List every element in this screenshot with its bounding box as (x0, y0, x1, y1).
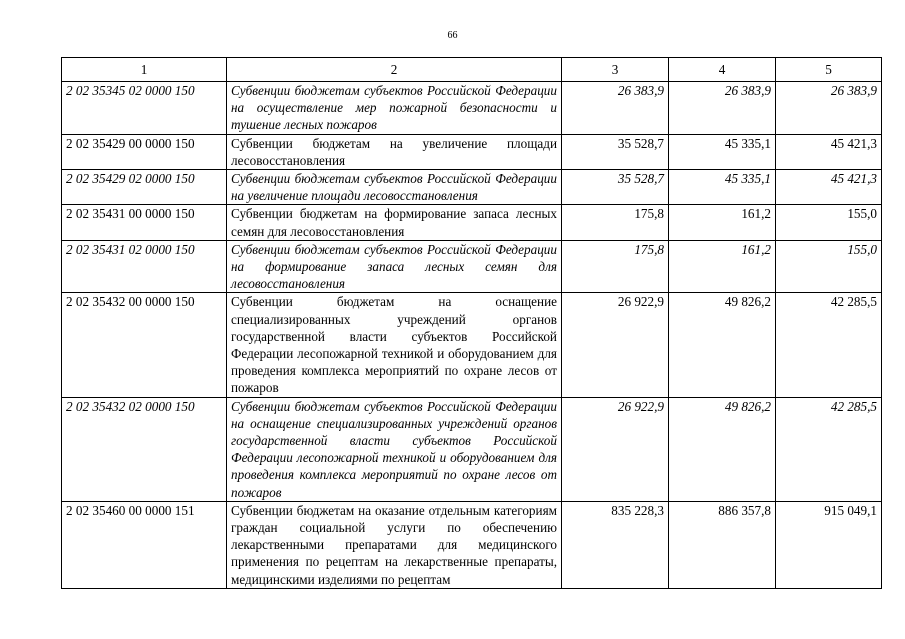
budget-code-cell: 2 02 35432 02 0000 150 (62, 397, 227, 501)
budget-code-cell: 2 02 35431 02 0000 150 (62, 240, 227, 293)
description-cell: Субвенции бюджетам на увеличение площади лесовосстановления (227, 134, 562, 169)
table-row (62, 82, 882, 135)
description-cell: Субвенции бюджетам на оснащение специализированных учреждений органов государственной власти субъектов Российской Федерации лесопожарной техникой и оборудованием для проведения комплекса мероприятий по охране лесов от пожаров (227, 293, 562, 397)
value-year-2-cell: 45 335,1 (669, 170, 776, 205)
header-cell-3: 3 (562, 58, 669, 82)
header-row (62, 58, 882, 82)
value-year-3-cell: 155,0 (776, 205, 882, 240)
budget-code-cell: 2 02 35432 00 0000 150 (62, 293, 227, 397)
value-year-3-cell: 155,0 (776, 240, 882, 293)
budget-code-cell: 2 02 35429 02 0000 150 (62, 170, 227, 205)
value-year-2-cell: 161,2 (669, 240, 776, 293)
value-year-2-cell: 161,2 (669, 205, 776, 240)
value-year-2-cell: 886 357,8 (669, 501, 776, 588)
value-year-1-cell: 35 528,7 (562, 170, 669, 205)
table-row (62, 170, 882, 205)
value-year-1-cell: 175,8 (562, 240, 669, 293)
value-year-1-cell: 26 922,9 (562, 293, 669, 397)
description-cell: Субвенции бюджетам субъектов Российской Федерации на формирование запаса лесных семян для лесовосстановления (227, 240, 562, 293)
table-row (62, 293, 882, 397)
description-cell: Субвенции бюджетам субъектов Российской Федерации на оснащение специализированных учреждений органов государственной власти субъектов Российской Федерации лесопожарной техникой и оборудованием для проведения комплекса мероприятий по охране лесов от пожаров (227, 397, 562, 501)
value-year-1-cell: 26 383,9 (562, 82, 669, 135)
budget-code-cell: 2 02 35460 00 0000 151 (62, 501, 227, 588)
value-year-2-cell: 49 826,2 (669, 397, 776, 501)
header-cell-4: 4 (669, 58, 776, 82)
description-cell: Субвенции бюджетам субъектов Российской Федерации на увеличение площади лесовосстановления (227, 170, 562, 205)
value-year-3-cell: 45 421,3 (776, 170, 882, 205)
value-year-1-cell: 35 528,7 (562, 134, 669, 169)
header-cell-2: 2 (227, 58, 562, 82)
budget-code-cell: 2 02 35431 00 0000 150 (62, 205, 227, 240)
header-cell-1: 1 (62, 58, 227, 82)
value-year-2-cell: 45 335,1 (669, 134, 776, 169)
value-year-3-cell: 26 383,9 (776, 82, 882, 135)
budget-table (61, 57, 882, 589)
value-year-1-cell: 175,8 (562, 205, 669, 240)
page-number: 66 (447, 30, 458, 41)
value-year-1-cell: 26 922,9 (562, 397, 669, 501)
value-year-2-cell: 26 383,9 (669, 82, 776, 135)
value-year-3-cell: 42 285,5 (776, 397, 882, 501)
table-row (62, 397, 882, 501)
value-year-3-cell: 42 285,5 (776, 293, 882, 397)
table-row (62, 501, 882, 588)
value-year-2-cell: 49 826,2 (669, 293, 776, 397)
value-year-3-cell: 45 421,3 (776, 134, 882, 169)
description-cell: Субвенции бюджетам субъектов Российской Федерации на осуществление мер пожарной безопасности и тушение лесных пожаров (227, 82, 562, 135)
value-year-3-cell: 915 049,1 (776, 501, 882, 588)
table-row (62, 134, 882, 169)
table-row (62, 240, 882, 293)
table-row (62, 205, 882, 240)
budget-code-cell: 2 02 35345 02 0000 150 (62, 82, 227, 135)
description-cell: Субвенции бюджетам на формирование запаса лесных семян для лесовосстановления (227, 205, 562, 240)
value-year-1-cell: 835 228,3 (562, 501, 669, 588)
header-cell-5: 5 (776, 58, 882, 82)
description-cell: Субвенции бюджетам на оказание отдельным категориям граждан социальной услуги по обеспечению лекарственными препаратами для медицинского применения по рецептам на лекарственные препараты, медицинскими изделиями по рецептам (227, 501, 562, 588)
budget-code-cell: 2 02 35429 00 0000 150 (62, 134, 227, 169)
table-body (62, 82, 882, 589)
